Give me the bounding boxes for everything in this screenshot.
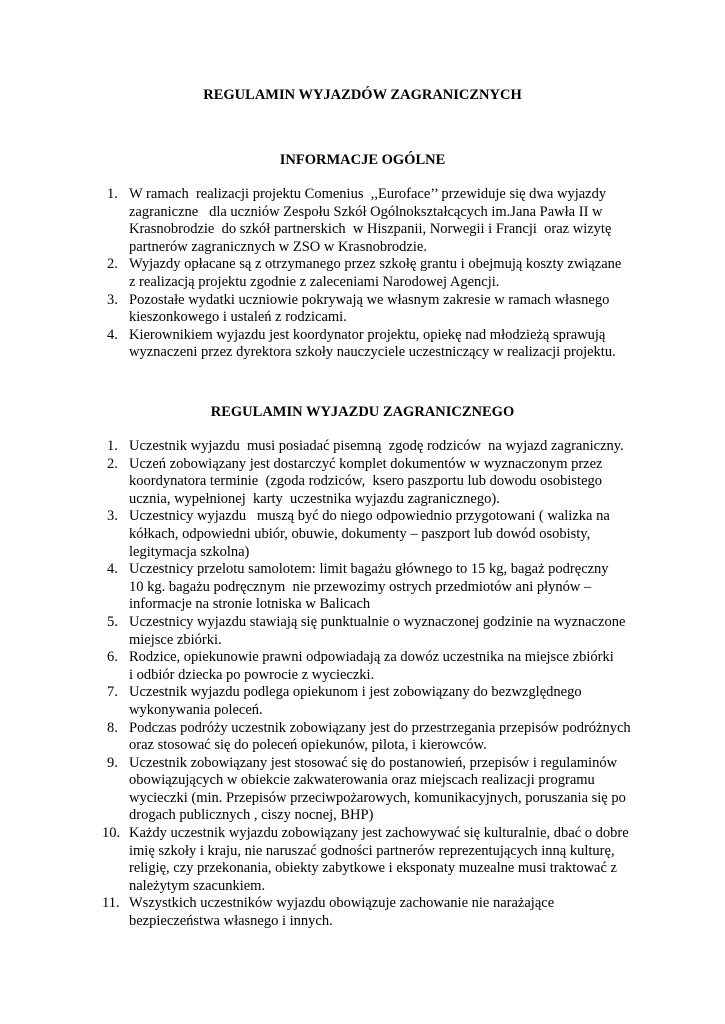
list-item-text-line: Wyjazdy opłacane są z otrzymanego przez szkołę grantu i obejmują koszty związane [129, 256, 622, 273]
list-item [107, 614, 642, 649]
list-item-text-line: Uczestnicy wyjazdu muszą być do niego odpowiednio przygotowani ( walizka na [129, 508, 610, 525]
list-item-text-line: Uczeń zobowiązany jest dostarczyć komplet dokumentów w wyznaczonym przez [129, 455, 603, 472]
list-item-text-line: zagraniczne dla uczniów Zespołu Szkół Ogólnokształcących im.Jana Pawła II w [129, 203, 603, 220]
list-item-text-line: Rodzice, opiekunowie prawni odpowiadają za dowóz uczestnika na miejsce zbiórki [129, 649, 614, 666]
list-item [107, 561, 642, 614]
list-item-number: 2. [107, 256, 118, 273]
list-item-text-line: Uczestnik wyjazdu musi posiadać pisemną zgodę rodziców na wyjazd zagraniczny. [129, 438, 624, 454]
list-item-text-line: drogach publicznych , ciszy nocnej, BHP) [129, 807, 374, 824]
list-item-number: 1. [107, 438, 118, 454]
trip-rules-list [102, 438, 642, 931]
list-item-text-line: Uczestnik zobowiązany jest stosować się do postanowień, przepisów i regulaminów [129, 754, 618, 771]
list-item-number: 8. [107, 719, 118, 736]
section-heading-general-info: INFORMACJE OGÓLNE [279, 152, 446, 168]
list-item-text-line: imię szkoły i kraju, nie naruszać godności partnerów reprezentujących inną kulturę, [129, 842, 615, 859]
list-item-number: 4. [107, 561, 118, 578]
list-item-text-line: koordynatora terminie (zgoda rodziców, ksero paszportu lub dowodu osobistego [129, 473, 603, 490]
list-item [107, 327, 642, 362]
list-item-number: 9. [107, 754, 118, 771]
list-item-number: 2. [107, 455, 118, 472]
list-item [107, 649, 642, 684]
list-item-number: 11. [102, 895, 120, 912]
list-item-text-line: 10 kg. bagażu podręcznym nie przewozimy ostrych przedmiotów ani płynów – [129, 578, 592, 595]
list-item [102, 825, 642, 895]
list-item-text-line: Krasnobrodzie do szkół partnerskich w Hiszpanii, Norwegii i Francji oraz wizytę [129, 221, 612, 238]
list-item [107, 755, 642, 825]
list-item-text-line: wyznaczeni przez dyrektora szkoły nauczyciele uczestniczący w realizacji projektu. [129, 344, 616, 361]
list-item-number: 5. [107, 613, 118, 630]
list-item [107, 508, 642, 561]
list-item-text-line: informacje na stronie lotniska w Balicach [129, 596, 371, 613]
list-item [102, 895, 642, 930]
list-item-text-line: Uczestnicy przelotu samolotem: limit bagażu głównego to 15 kg, bagaż podręczny [129, 561, 609, 578]
list-item-number: 4. [107, 326, 118, 343]
list-item-text-line: partnerów zagranicznych w ZSO w Krasnobrodzie. [129, 238, 427, 255]
list-item-number: 7. [107, 684, 118, 701]
list-item-number: 6. [107, 649, 118, 666]
list-item-text-line: z realizacją projektu zgodnie z zaleceniami Narodowej Agencji. [129, 273, 500, 290]
list-item-text-line: obowiązujących w obiekcie zakwaterowania oraz miejscach realizacji programu [129, 772, 595, 789]
list-item-text-line: należytym szacunkiem. [129, 877, 266, 894]
list-item-text-line: wycieczki (min. Przepisów przeciwpożarowych, komunikacyjnych, poruszania się po [129, 789, 626, 806]
list-item-text-line: Pozostałe wydatki uczniowie pokrywają we własnym zakresie w ramach własnego [129, 291, 610, 308]
list-item-text-line: Uczestnicy wyjazdu stawiają się punktualnie o wyznaczonej godzinie na wyznaczone [129, 613, 626, 630]
list-item [107, 256, 642, 291]
list-item [107, 292, 642, 327]
list-item [107, 684, 642, 719]
list-item [107, 456, 642, 509]
list-item-text-line: Podczas podróży uczestnik zobowiązany jest do przestrzegania przepisów podróżnych [129, 719, 631, 736]
list-item-text-line: Kierownikiem wyjazdu jest koordynator projektu, opiekę nad młodzieżą sprawują [129, 326, 606, 343]
list-item-number: 1. [107, 186, 118, 202]
list-item-text-line: Uczestnik wyjazdu podlega opiekunom i jest zobowiązany do bezwzględnego [129, 684, 582, 701]
list-item [107, 186, 642, 256]
list-item-text-line: Wszystkich uczestników wyjazdu obowiązuje zachowanie nie narażające [129, 895, 555, 912]
general-info-list [107, 186, 642, 362]
list-item-text-line: Każdy uczestnik wyjazdu zobowiązany jest zachowywać się kulturalnie, dbać o dobre [129, 825, 629, 842]
list-item-text-line: bezpieczeństwa własnego i innych. [129, 913, 333, 930]
list-item [107, 438, 642, 456]
list-item-text-line: kółkach, odpowiedni ubiór, obuwie, dokumenty – paszport lub dowód osobisty, [129, 525, 591, 542]
list-item-number: 3. [107, 508, 118, 525]
list-item-text-line: W ramach realizacji projektu Comenius ,,Euroface’’ przewiduje się dwa wyjazdy [129, 186, 607, 202]
list-item-text-line: kieszonkowego i ustaleń z rodzicami. [129, 309, 347, 326]
list-item-text-line: miejsce zbiórki. [129, 631, 222, 648]
list-item-text-line: wykonywania poleceń. [129, 701, 263, 718]
list-item-text-line: i odbiór dziecka po powrocie z wycieczki. [129, 666, 375, 683]
document-title: REGULAMIN WYJAZDÓW ZAGRANICZNYCH [203, 87, 522, 103]
list-item-text-line: oraz stosować się do poleceń opiekunów, pilota, i kierowców. [129, 737, 487, 754]
list-item-number: 3. [107, 291, 118, 308]
list-item [107, 720, 642, 755]
list-item-text-line: legitymacja szkolna) [129, 543, 250, 560]
list-item-number: 10. [102, 825, 121, 842]
list-item-text-line: religię, czy przekonania, obiekty zabytkowe i eksponaty muzealne musi traktować z [129, 860, 617, 877]
list-item-text-line: ucznia, wypełnionej karty uczestnika wyjazdu zagranicznego). [129, 490, 500, 507]
section-heading-trip-rules: REGULAMIN WYJAZDU ZAGRANICZNEGO [210, 404, 515, 420]
